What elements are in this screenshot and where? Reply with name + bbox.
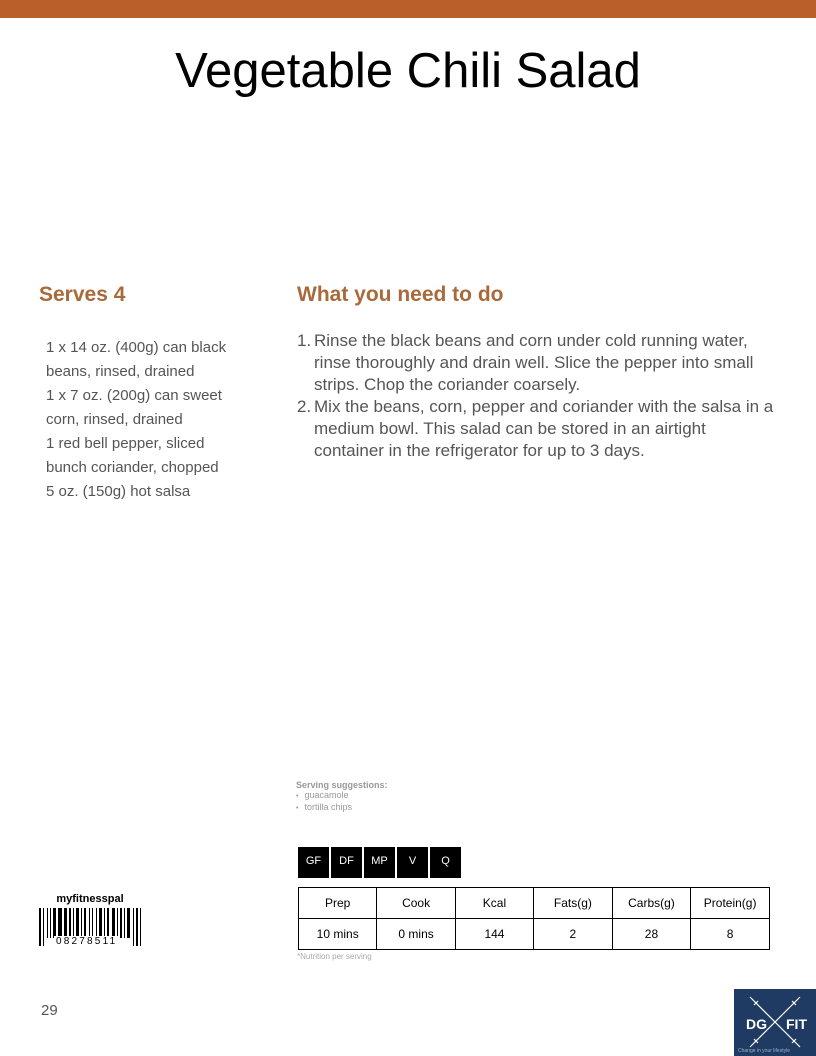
ingredient-line: beans, rinsed, drained — [46, 363, 195, 380]
logo-tagline: Change in your lifestyle — [738, 1048, 790, 1054]
myfitnesspal-label: myfitnesspal — [56, 893, 124, 905]
tag-quick: Q — [430, 847, 461, 878]
logo-text-right: FIT — [786, 1016, 807, 1032]
nutrition-note: *Nutrition per serving — [297, 952, 372, 961]
ingredient-line: 5 oz. (150g) hot salsa — [46, 483, 191, 500]
value-carbs: 28 — [612, 919, 691, 950]
ingredients-list — [46, 336, 266, 504]
method-step — [297, 396, 777, 462]
barcode — [38, 908, 142, 946]
value-cook: 0 mins — [377, 919, 455, 950]
header-prep: Prep — [299, 888, 377, 919]
page-number: 29 — [41, 1002, 58, 1019]
top-accent-bar — [0, 0, 816, 18]
method-heading: What you need to do — [297, 283, 504, 306]
serving-suggestions-label: Serving suggestions: — [296, 780, 388, 790]
nutrition-value-row — [299, 919, 770, 950]
myfitnesspal-block — [38, 893, 142, 946]
serves-heading: Serves 4 — [39, 283, 126, 306]
value-prep: 10 mins — [299, 919, 377, 950]
tag-dairy-free: DF — [331, 847, 362, 878]
ingredient-line: 1 x 7 oz. (200g) can sweet — [46, 387, 222, 404]
step-text: Mix the beans, corn, pepper and coriander with the salsa in a medium bowl. This salad can be stored in an airtight container in the refrigerator for up to 3 days. — [314, 397, 774, 460]
ingredient-line: corn, rinsed, drained — [46, 411, 183, 428]
ingredient-line: bunch coriander, chopped — [46, 459, 219, 476]
nutrition-table — [298, 887, 770, 950]
step-number: 1. — [297, 331, 312, 350]
method-steps — [297, 330, 777, 462]
value-kcal: 144 — [455, 919, 533, 950]
method-step — [297, 330, 777, 396]
suggestion-item: • guacamole — [296, 790, 388, 802]
header-protein: Protein(g) — [691, 888, 770, 919]
dgfit-logo — [734, 989, 816, 1056]
barcode-number: 08278511 — [56, 936, 118, 947]
header-carbs: Carbs(g) — [612, 888, 691, 919]
nutrition-header-row — [299, 888, 770, 919]
step-text: Rinse the black beans and corn under cold running water, rinse thoroughly and drain well. Slice the pepper into small strips. Chop the coriander coarsely. — [314, 331, 754, 394]
serving-suggestions — [296, 780, 388, 814]
value-fats: 2 — [534, 919, 613, 950]
logo-text-left: DG — [746, 1016, 767, 1032]
diet-tags — [298, 847, 461, 878]
value-protein: 8 — [691, 919, 770, 950]
step-number: 2. — [297, 397, 312, 416]
header-cook: Cook — [377, 888, 455, 919]
recipe-title: Vegetable Chili Salad — [175, 44, 641, 98]
tag-gluten-free: GF — [298, 847, 329, 878]
header-fats: Fats(g) — [534, 888, 613, 919]
ingredient-line: 1 x 14 oz. (400g) can black — [46, 339, 227, 356]
tag-meal-prep: MP — [364, 847, 395, 878]
ingredient-line: 1 red bell pepper, sliced — [46, 435, 205, 452]
tag-vegetarian: V — [397, 847, 428, 878]
header-kcal: Kcal — [455, 888, 533, 919]
suggestion-item: • tortilla chips — [296, 802, 388, 814]
